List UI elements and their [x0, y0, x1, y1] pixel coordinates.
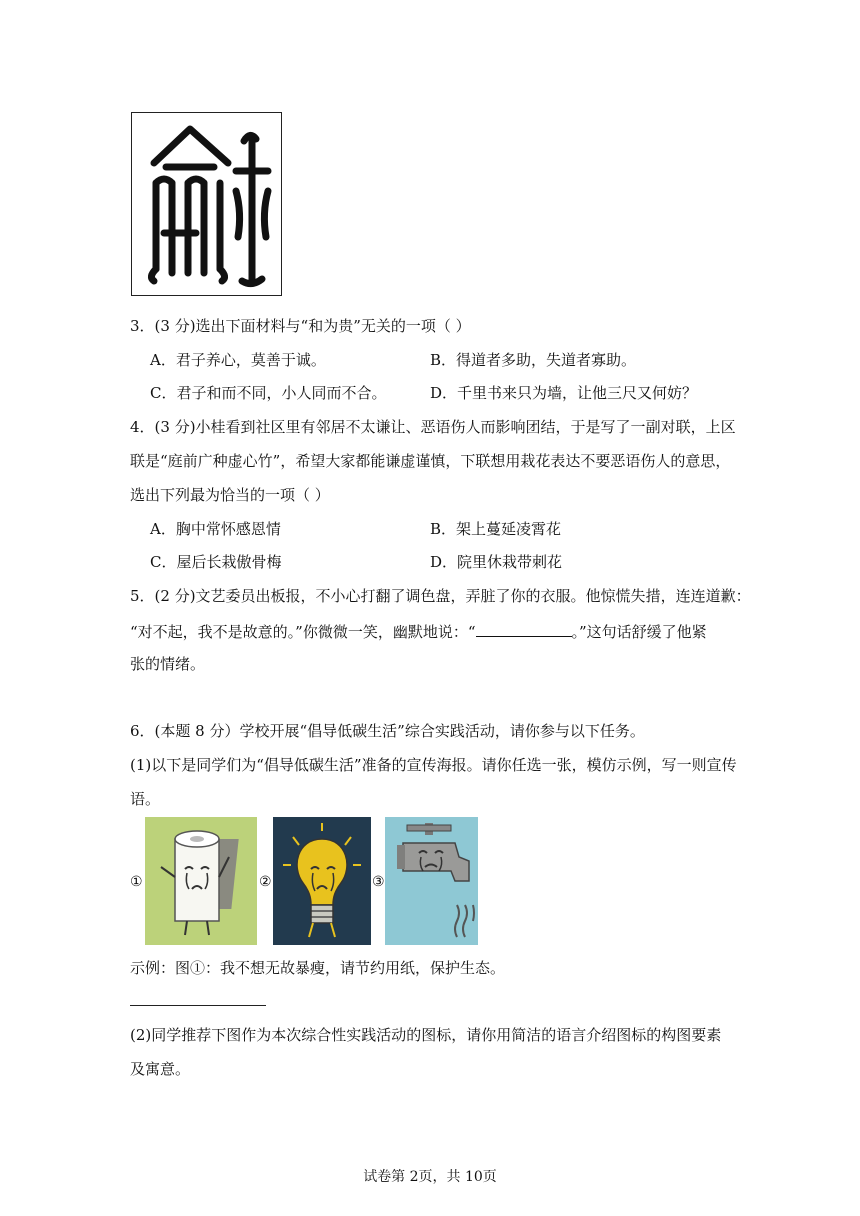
q5-text-after-blank: 。”这句话舒缓了他紧 — [571, 623, 707, 641]
q6-sub1-line2: 语。 — [130, 790, 161, 808]
seal-characters-graphic — [132, 113, 281, 295]
q3-option-a[interactable]: A．君子养心，莫善于诚。 — [150, 351, 326, 369]
q4-stem-line2: 联是“庭前广种虚心竹”，希望大家都能谦虚谨慎，下联想用栽花表达不要恶语伤人的意思， — [130, 452, 731, 470]
q5-stem-line2 — [130, 620, 707, 642]
poster-light-bulb — [273, 817, 371, 945]
q5-answer-blank[interactable] — [476, 620, 572, 637]
q5-stem-line3: 张的情绪。 — [130, 655, 206, 673]
poster-water-faucet — [385, 817, 478, 945]
poster-toilet-paper — [145, 817, 257, 945]
poster-marker-3: ③ — [372, 874, 385, 890]
crying-faucet-icon — [385, 817, 478, 945]
q4-option-d[interactable]: D．院里休栽带刺花 — [430, 553, 563, 571]
poster-marker-1: ① — [130, 874, 143, 890]
q6-example: 示例：图①：我不想无故暴瘦，请节约用纸，保护生态。 — [130, 959, 506, 977]
q5-stem-line1: 5．(2 分)文艺委员出板报，不小心打翻了调色盘，弄脏了你的衣服。他惊慌失措，连连道歉： — [130, 587, 751, 605]
q4-stem-line3: 选出下列最为恰当的一项（ ） — [130, 486, 330, 504]
q3-option-c[interactable]: C．君子和而不同，小人同而不合。 — [150, 384, 387, 402]
crying-toilet-paper-icon — [145, 817, 257, 945]
q4-stem-line1: 4．(3 分)小桂看到社区里有邻居不太谦让、恶语伤人而影响团结，于是写了一副对联，上区 — [130, 418, 736, 436]
seal-script-image — [131, 112, 282, 296]
page-footer: 试卷第 2页，共 10页 — [363, 1169, 497, 1185]
q6-sub2-line1: (2)同学推荐下图作为本次综合性实践活动的图标，请你用简洁的语言介绍图标的构图要素 — [130, 1026, 722, 1044]
poster-marker-2: ② — [259, 874, 272, 890]
q6-sub1-line1: (1)以下是同学们为“倡导低碳生活”准备的宣传海报。请你任选一张，模仿示例，写一则宣传 — [130, 756, 737, 774]
q3-option-b[interactable]: B．得道者多助，失道者寡助。 — [430, 351, 637, 369]
q6-stem: 6．(本题 8 分）学校开展“倡导低碳生活”综合实践活动，请你参与以下任务。 — [130, 722, 645, 740]
q5-text-before-blank: “对不起，我不是故意的。”你微微一笑，幽默地说：“ — [130, 623, 476, 641]
q4-option-b[interactable]: B．架上蔓延凌霄花 — [430, 520, 562, 538]
q6-sub2-line2: 及寓意。 — [130, 1060, 191, 1078]
q3-option-d[interactable]: D．千里书来只为墙，让他三尺又何妨？ — [430, 384, 698, 402]
q4-option-a[interactable]: A．胸中常怀感恩情 — [150, 520, 281, 538]
q6-sub1-answer-line[interactable] — [130, 1005, 266, 1006]
q4-option-c[interactable]: C．屋后长栽傲骨梅 — [150, 553, 282, 571]
crying-light-bulb-icon — [273, 817, 371, 945]
q3-stem: 3．(3 分)选出下面材料与“和为贵”无关的一项（ ） — [130, 317, 471, 335]
